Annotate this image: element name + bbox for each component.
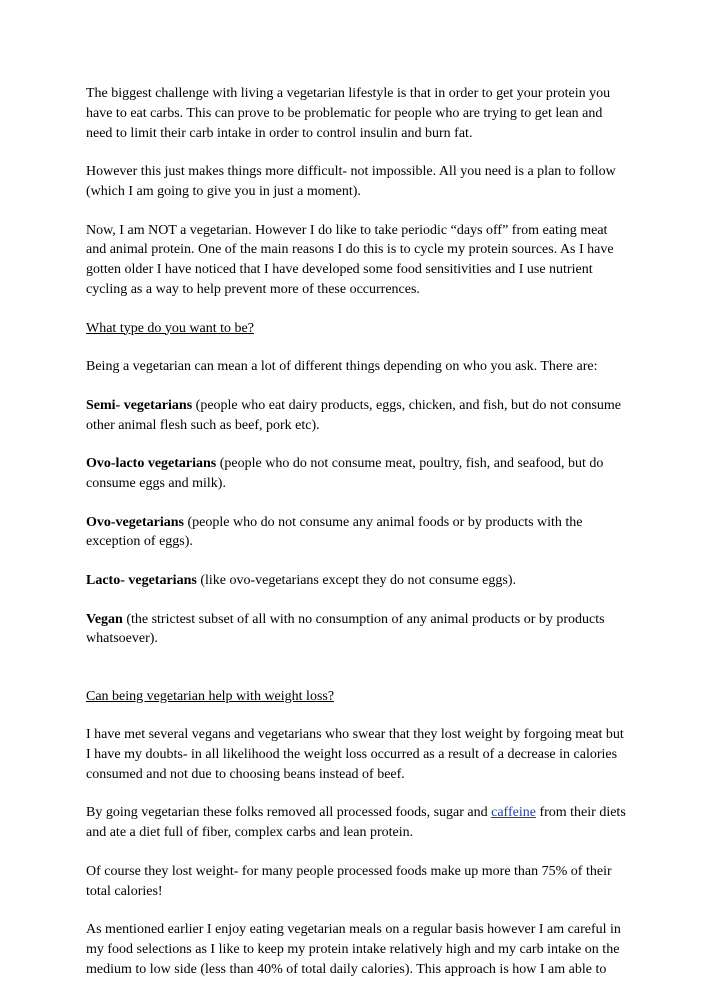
blank-line bbox=[86, 668, 656, 687]
text-line: cycling as a way to help prevent more of these occurrences. bbox=[86, 281, 420, 297]
definition-text: (the strictest subset of all with no consumption of any animal products or by products bbox=[122, 611, 605, 627]
term-semi-vegetarians: Semi- vegetarians bbox=[86, 397, 193, 413]
paragraph-processed-foods bbox=[86, 862, 656, 902]
text-line: As mentioned earlier I enjoy eating vegetarian meals on a regular basis however I am careful in bbox=[86, 922, 621, 938]
section-heading-weight-loss bbox=[86, 687, 656, 707]
text-line: Now, I am NOT a vegetarian. However I do like to take periodic “days off” from eating meat bbox=[86, 222, 608, 238]
text-line: consume eggs and milk). bbox=[86, 475, 226, 491]
text-line: need to limit their carb intake in order to control insulin and burn fat. bbox=[86, 125, 473, 141]
term-ovo-lacto-vegetarians: Ovo-lacto vegetarians bbox=[86, 456, 217, 472]
text-line: (which I am going to give you in just a moment). bbox=[86, 183, 361, 199]
definition-text: (people who do not consume any animal foods or by products with the bbox=[183, 514, 583, 530]
term-lacto-vegetarians: Lacto- vegetarians bbox=[86, 572, 197, 588]
text-line: consumed and not due to choosing beans instead of beef. bbox=[86, 766, 405, 782]
document-body bbox=[86, 84, 656, 998]
text-line: However this just makes things more difficult- not impossible. All you need is a plan to follow bbox=[86, 164, 616, 180]
definition-text: (people who eat dairy products, eggs, chicken, and fish, but do not consume bbox=[192, 397, 621, 413]
paragraph-approach bbox=[86, 920, 656, 979]
text-line: gotten older I have noticed that I have developed some food sensitivities and I use nutrient bbox=[86, 262, 593, 278]
definition-semi-vegetarians bbox=[86, 396, 656, 436]
definition-lacto-vegetarians bbox=[86, 571, 656, 591]
text-line: I have met several vegans and vegetarians who swear that they lost weight by forgoing meat but bbox=[86, 727, 624, 743]
text-line: Of course they lost weight- for many people processed foods make up more than 75% of their bbox=[86, 863, 612, 879]
text-line: medium to low side (less than 40% of total daily calories). This approach is how I am able to bbox=[86, 961, 607, 977]
paragraph-plan bbox=[86, 162, 656, 202]
text-line: have to eat carbs. This can prove to be problematic for people who are trying to get lean and bbox=[86, 105, 603, 121]
text-segment: By going vegetarian these folks removed all processed foods, sugar and bbox=[86, 805, 492, 821]
paragraph-removed-foods bbox=[86, 803, 656, 843]
section-heading-type bbox=[86, 319, 656, 339]
heading-weight-loss: Can being vegetarian help with weight loss? bbox=[86, 688, 335, 704]
text-line: whatsoever). bbox=[86, 631, 158, 647]
text-line: and animal protein. One of the main reasons I do this is to cycle my protein sources. As I have bbox=[86, 242, 614, 258]
text-line: I have my doubts- in all likelihood the weight loss occurred as a result of a decrease in calories bbox=[86, 747, 618, 763]
text-line: The biggest challenge with living a vegetarian lifestyle is that in order to get your protein you bbox=[86, 86, 611, 101]
definition-text: (people who do not consume meat, poultry, fish, and seafood, but do bbox=[216, 456, 604, 472]
text-line: other animal flesh such as beef, pork etc). bbox=[86, 417, 320, 433]
definition-ovo-vegetarians bbox=[86, 513, 656, 553]
paragraph-intro bbox=[86, 84, 656, 143]
caffeine-link[interactable]: caffeine bbox=[491, 805, 536, 821]
term-vegan: Vegan bbox=[86, 611, 123, 627]
text-line: and ate a diet full of fiber, complex carbs and lean protein. bbox=[86, 825, 414, 841]
paragraph-doubts bbox=[86, 725, 656, 784]
paragraph-not-vegetarian bbox=[86, 221, 656, 300]
text-line: total calories! bbox=[86, 883, 163, 899]
term-ovo-vegetarians: Ovo-vegetarians bbox=[86, 514, 184, 530]
heading-what-type: What type do you want to be? bbox=[86, 320, 254, 336]
text-line: exception of eggs). bbox=[86, 534, 193, 550]
text-line: Being a vegetarian can mean a lot of different things depending on who you ask. There are: bbox=[86, 359, 598, 375]
definition-ovo-lacto-vegetarians bbox=[86, 454, 656, 494]
text-line: my food selections as I like to keep my protein intake relatively high and my carb intake on the bbox=[86, 942, 620, 958]
definition-vegan bbox=[86, 610, 656, 650]
paragraph-types-intro bbox=[86, 357, 656, 377]
definition-text: (like ovo-vegetarians except they do not consume eggs). bbox=[196, 572, 516, 588]
text-segment: from their diets bbox=[535, 805, 626, 821]
